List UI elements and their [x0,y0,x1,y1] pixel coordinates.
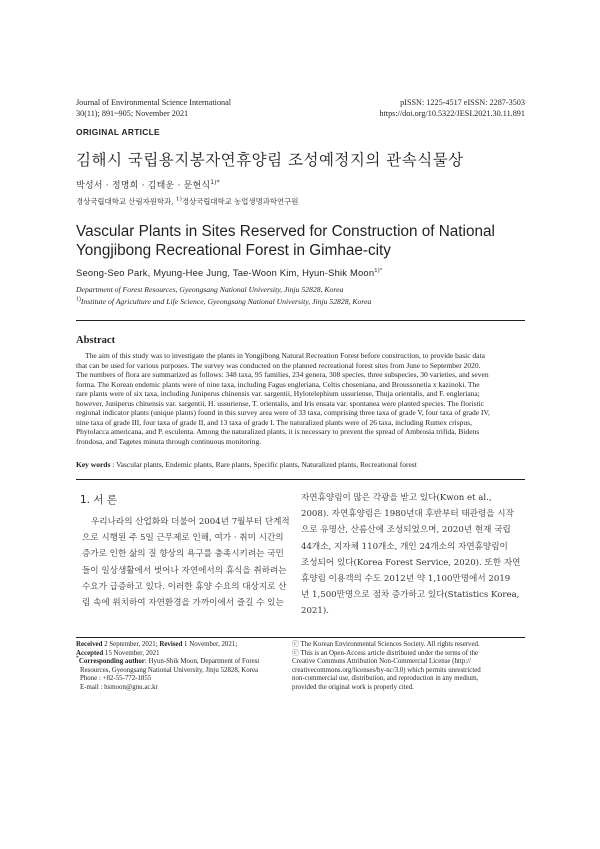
footnote-rule-right [288,637,525,638]
english-authors [76,267,382,278]
issn: pISSN: 1225-4517 eISSN: 2287-3503 [400,98,525,107]
intro-line: 자연휴양림이 많은 각광을 받고 있다(Kwon et al., [301,493,492,503]
revised-label: Revised [159,641,183,648]
received-date: 2 September, 2021; [102,641,160,648]
intro-line: 2008). 자연휴양림은 1980년대 후반부터 태관령을 시작 [301,509,514,520]
accepted-line [76,650,282,659]
license-line: ⓒ This is an Open-Access article distributed under the terms of the [292,649,479,657]
abstract-divider [76,479,525,480]
intro-line: 으로 시행된 주 5일 근무제로 인해, 여가 · 취미 시간의 [82,533,284,544]
received-revised-line [76,641,282,650]
title-divider [76,320,525,321]
abstract-heading: Abstract [76,335,116,346]
corresponding-sup: * [76,655,79,662]
korean-affiliation-sup: 1) [175,196,182,203]
intro-line: 휴양림 이용객의 수도 2012년 약 1,100만명에서 2019 [301,573,511,584]
english-title-line1: Vascular Plants in Sites Reserved for Construction of National [76,223,495,240]
journal-name: Journal of Environmental Science International [76,98,232,107]
korean-authors-sup: 1)* [210,180,220,186]
license-line: non-commercial use, distribution, and reproduction in any medium, [292,675,479,683]
keywords [76,460,417,469]
revised-date: 1 November, 2021; [182,641,238,648]
english-title-line2: Yongjibong Recreational Forest in Gimhae-city [76,242,391,259]
journal-header-right [300,97,525,119]
english-affiliation-1: Department of Forest Resources, Gyeongsang National University, Jinju 52828, Korea [76,285,344,294]
corresponding-line [76,655,282,667]
intro-line: 으로 유명산, 산름산에 조성되었으며, 2020년 현재 국립 [301,525,511,536]
english-authors-names: Seong-Seo Park, Myung-Hee Jung, Tae-Woon Kim, Hyun-Shik Moon [76,267,375,278]
korean-authors-names: 박성서 · 정명희 · 김태운 · 문현식 [76,181,211,191]
abstract-line: forma. The Korean endemic plants were of nine taxa, including Fagus engleriana, Celtis choseniana, and Broussonetia x kazinoki. The [76,379,480,389]
journal-issue: 30(11); 891~905; November 2021 [76,109,189,118]
doi: https://doi.org/10.5322/JESI.2021.30.11.891 [379,109,525,118]
accepted-label: Accepted [76,649,104,657]
keywords-label: Key words [76,460,111,469]
footnote-rule-left [76,637,288,638]
intro-line: 우리나라의 산업화와 더불어 2004년 7월부터 단계적 [91,517,290,527]
english-affiliation-2 [76,296,371,308]
received-label: Received [76,641,103,648]
korean-affiliation-b: 경상국립대학교 농업생명과학연구원 [181,197,299,206]
license-line: creativecommons.org/licenses/by-nc/3.0) which permits unrestricted [292,666,481,674]
intro-left-column [82,514,294,611]
english-title [76,222,495,260]
abstract-line: Phytolacca americana, and P. esculenta. Among the naturalized plants, it is necessary to prevent the spread of Ambrosia trifida, Bidens [76,427,480,437]
intro-right-column [301,490,525,620]
abstract-line: frondosa, and Tagetes minuta through continuous monitoring. [76,436,262,446]
intro-line: 증가로 인한 삶의 질 향상의 욕구를 충족시키려는 국민 [82,549,284,560]
article-type: ORIGINAL ARTICLE [76,127,160,137]
footnote-right [292,641,524,693]
english-affiliation-2-sup: 1) [76,296,81,303]
footnote-left [76,641,282,693]
abstract-line: however, Juniperus chinensis var. sargentii, H. ussuriense, T. orientalis, and Iris ensata var. spontanea were planted species. The floristic [76,398,484,408]
korean-affiliation-a: 경상국립대학교 산림자원학과, [76,197,176,206]
license-line: provided the original work is properly cited. [292,683,414,691]
section-heading-introduction: 1. 서 론 [80,494,117,506]
intro-line: 년 1,500만명으로 점차 증가하고 있다(Statistics Korea, [301,590,520,601]
korean-affiliation [76,196,298,207]
english-affiliation-2-text: Institute of Agriculture and Life Science, Gyeongsang National University, Jinju 52828, Korea [80,297,372,306]
intro-line: 수요가 급증하고 있다. 이러한 휴양 수요의 대상지로 산 [82,581,287,592]
korean-title: 김해시 국립용지봉자연휴양림 조성예정지의 관속식물상 [76,151,464,169]
journal-header-left [76,97,316,119]
abstract-line: that can be used for various purposes. The survey was conducted on the planned recreational forest sites from June to September 2020. [76,360,481,370]
license-line: Creative Commons Attribution Non-Commercial License (http:// [292,658,471,666]
intro-line: 조성되어 있다(Korea Forest Service, 2020). 또한 자연 [301,557,521,568]
abstract-body [76,351,525,446]
corresponding-text: : Hyun-Shik Moon, Department of Forest [144,658,260,666]
abstract-line: regional indicator plants (unique plants) found in this survey area were of 33 taxa, comprising three taxa of grade V, four taxa of grade IV, [76,408,490,418]
abstract-line: The numbers of flora are summarized as follows: 348 taxa, 95 families, 234 genera, 308 species, three subspecies, 30 varieties, and seven [76,370,489,380]
abstract-line: rare plants were of six taxa, including Juniperus chinensis var. sargentii, Hylotelephium ussuriense, Thuja orientalis, and F. engleriana; [76,389,480,399]
corresponding-phone: Phone : +82-55-772-1855 [80,675,152,683]
intro-line: 들이 일상생활에서 벗어나 자연에서의 휴식을 취하려는 [82,565,287,576]
abstract-line: The aim of this study was to investigate the plants in Yongjibong Natural Recreation Forest before construction, to provide basic data [85,351,485,360]
english-affiliations [76,284,371,308]
corresponding-address: Resources, Gyeongsang National University, Jinju 52828, Korea [80,666,259,674]
corresponding-label: Corresponding author [78,658,145,666]
corresponding-email: E-mail : hsmoon@gnu.ac.kr [80,683,158,691]
copyright-line: ⓒ The Korean Environmental Sciences Society. All rights reserved. [292,641,480,648]
english-authors-sup: 1)* [374,267,383,274]
intro-line: 2021). [301,606,329,617]
intro-line: 림 속에 위치하여 자연환경을 가까이에서 즐길 수 있는 [82,597,284,608]
keywords-text: : Vascular plants, Endemic plants, Rare plants, Specific plants, Naturalized plants, Recreational forest [110,460,417,469]
abstract-line: nine taxa of grade III, four taxa of grade II, and 13 taxa of grade I. The naturalized plants were of 26 taxa, including Rumex crispus, [76,417,472,427]
intro-line: 44개소, 지자체 110개소, 개인 24개소의 자연휴양림이 [301,541,508,552]
korean-authors [76,178,220,191]
accepted-date: 15 November, 2021 [103,649,160,657]
